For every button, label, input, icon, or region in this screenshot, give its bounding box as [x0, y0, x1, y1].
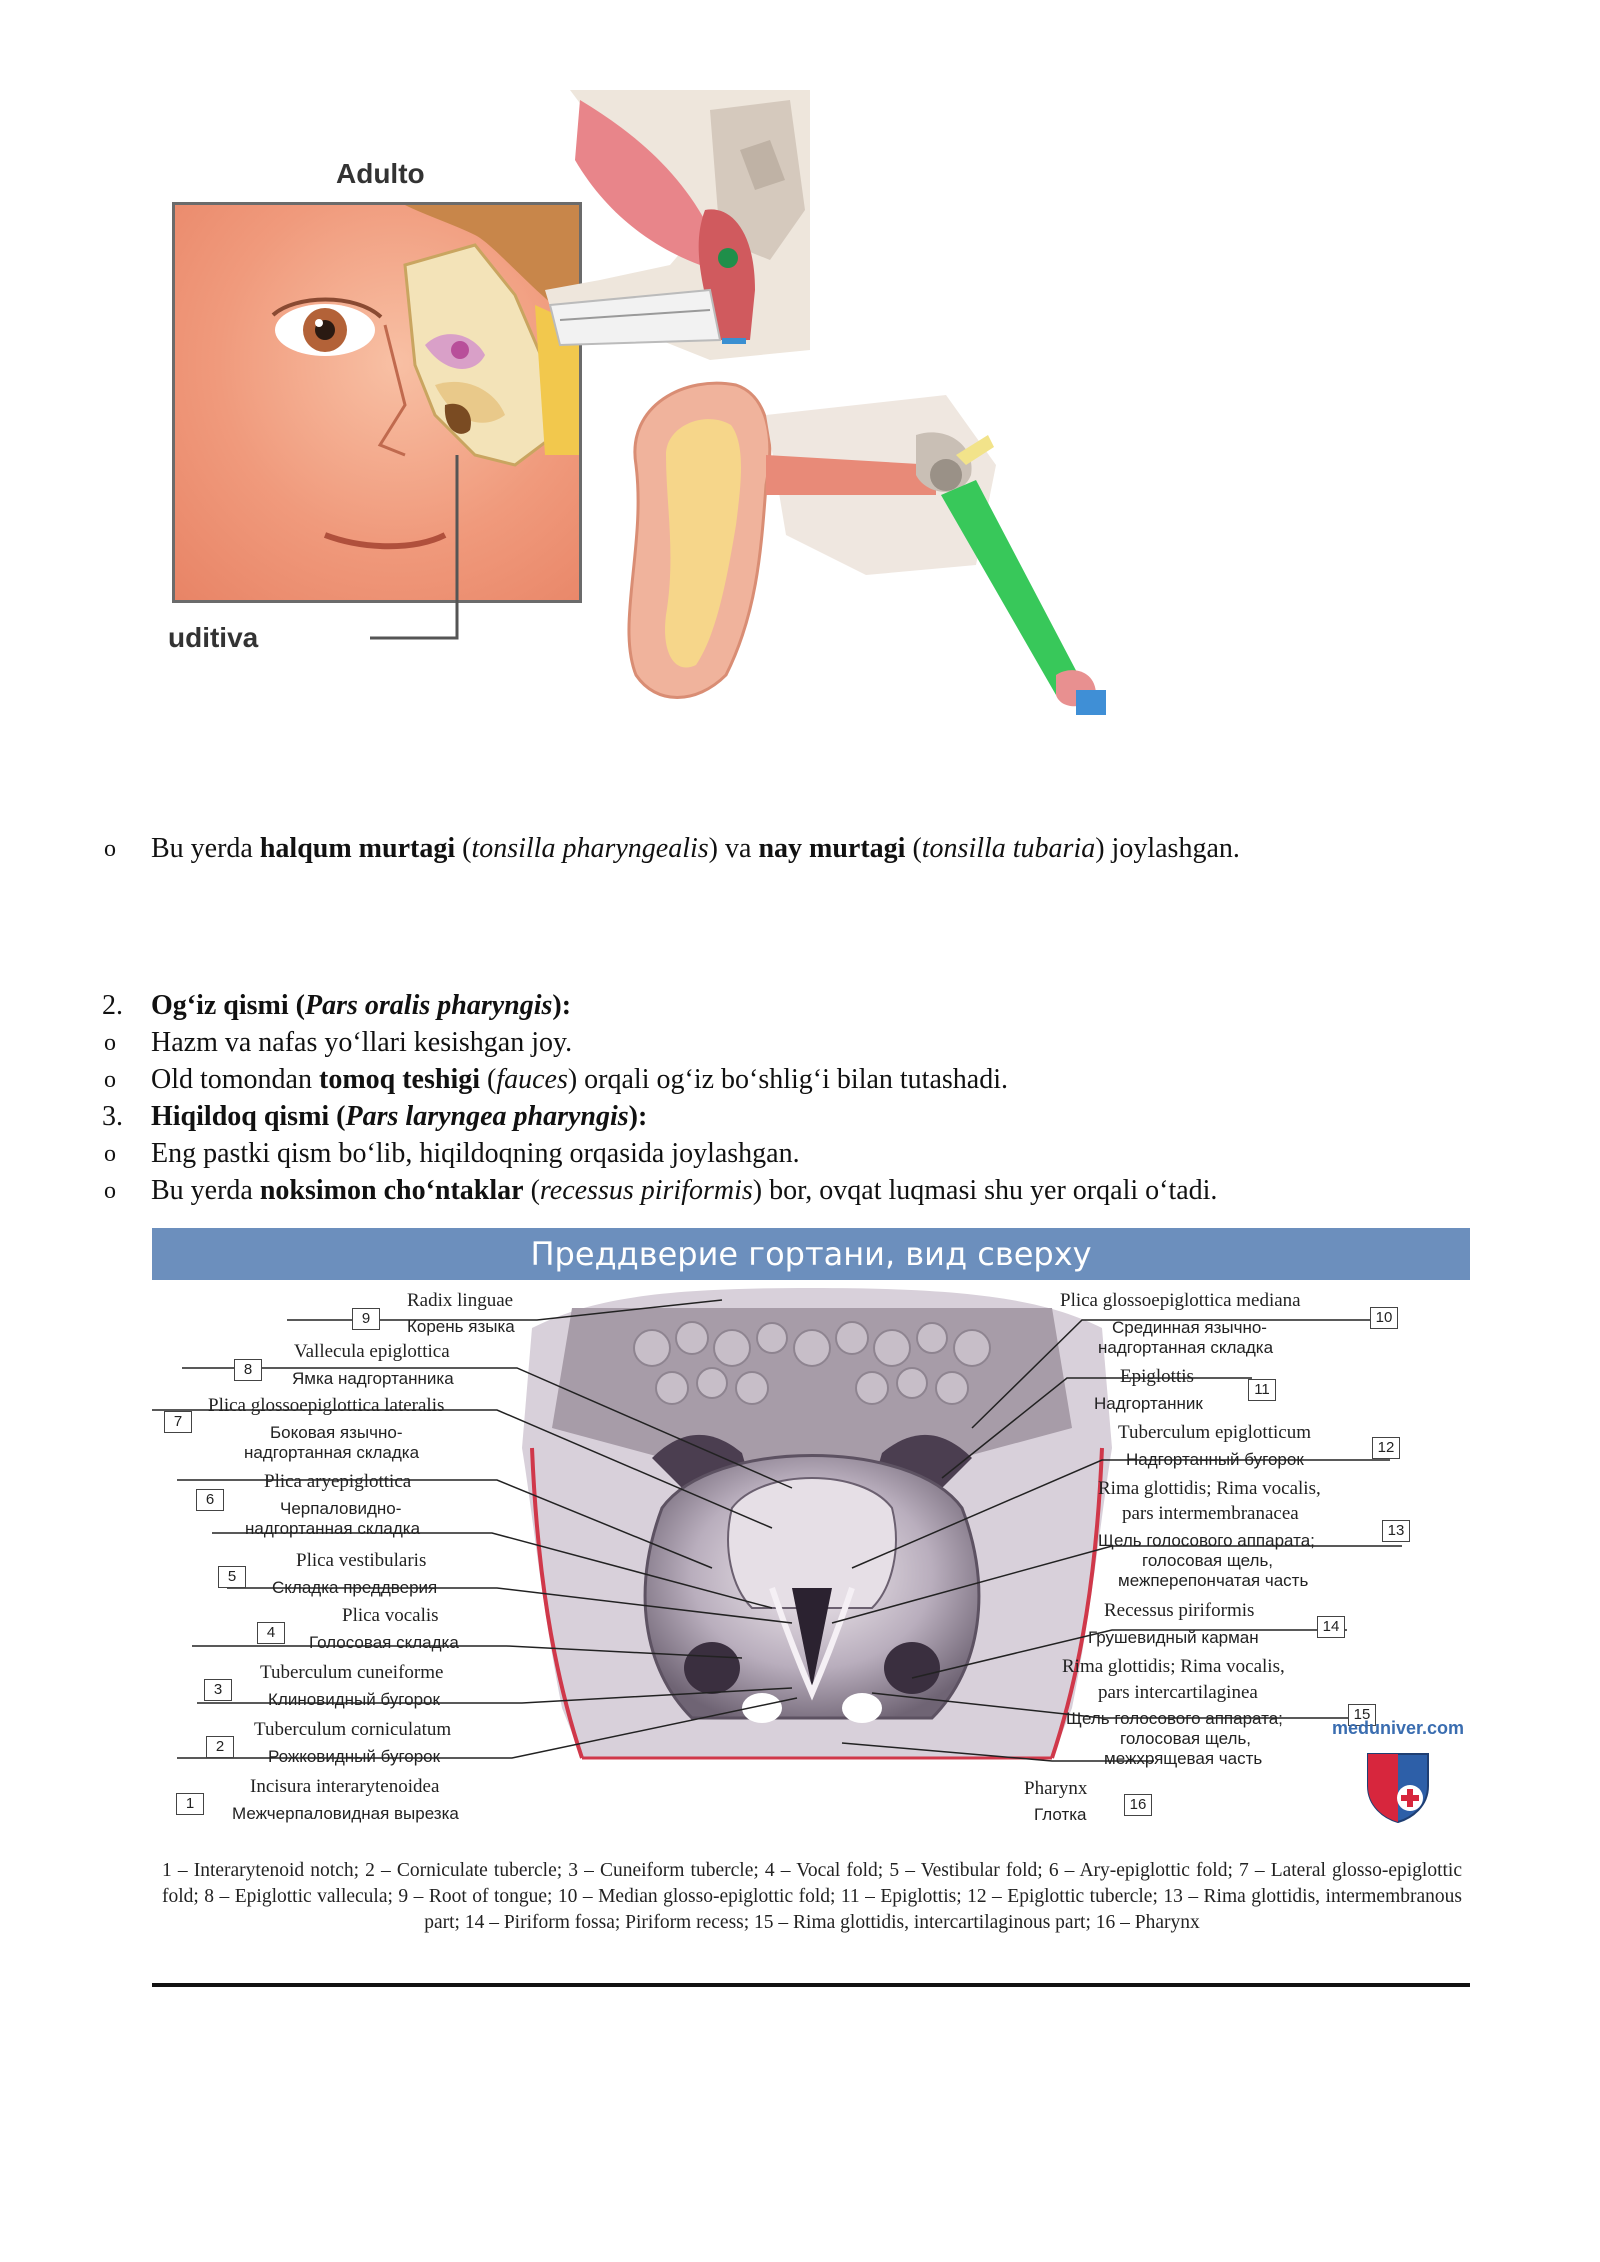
bullet-glyph: o	[104, 1141, 116, 1167]
label-incisura-interarytenoidea: Incisura interarytenoidea	[250, 1776, 440, 1797]
label-ru: Срединная язычно-	[1112, 1318, 1267, 1337]
label-tuberculum-epiglotticum: Tuberculum epiglotticum	[1118, 1422, 1311, 1443]
larynx-vestibule-figure	[152, 1228, 1470, 1988]
label-ru: Надгортанник	[1094, 1394, 1203, 1413]
heading-text: Og‘iz qismi (	[151, 990, 305, 1021]
label-number-box: 15	[1348, 1704, 1376, 1726]
label-vallecula: Vallecula epiglottica	[294, 1341, 450, 1362]
label-number-box: 14	[1317, 1616, 1345, 1638]
label-ru: Голосовая складка	[309, 1633, 459, 1652]
label-number-box: 11	[1248, 1379, 1276, 1401]
label-number-box: 16	[1124, 1794, 1152, 1816]
text-run: Bu yerda	[151, 1175, 260, 1206]
label-number-box: 6	[196, 1489, 224, 1511]
label-number-box: 7	[164, 1411, 192, 1433]
label-ru: голосовая щель,	[1142, 1551, 1274, 1570]
face-illustration-art	[175, 205, 579, 600]
text-run: Bu yerda	[151, 833, 260, 864]
callout-leader-line	[310, 590, 470, 660]
watermark-text: meduniver.com	[1332, 1718, 1465, 1738]
label-ru: Складка преддверия	[272, 1578, 438, 1597]
bullet-glyph: o	[104, 836, 116, 862]
figure-banner-title: Преддверие гортани, вид сверху	[530, 1235, 1092, 1273]
label-latin-line2: pars intercartilaginea	[1098, 1682, 1258, 1703]
label-ru: Ямка надгортанника	[292, 1369, 454, 1388]
label-number-box: 2	[206, 1736, 234, 1758]
label-number-box: 3	[204, 1679, 232, 1701]
latin-term: recessus piriformis	[539, 1175, 753, 1206]
bullet-glyph: o	[104, 1030, 116, 1056]
bullet-glyph: o	[104, 1067, 116, 1093]
label-radix-linguae: Radix linguae	[407, 1290, 514, 1311]
label-plica-aryepiglottica: Plica aryepiglottica	[264, 1471, 412, 1492]
heading-text: ):	[628, 1101, 648, 1132]
label-plica-vestibularis: Plica vestibularis	[296, 1550, 427, 1571]
face-sagittal-illustration	[172, 202, 582, 603]
label-ru: Надгортанный бугорок	[1126, 1450, 1304, 1469]
label-number-box: 9	[352, 1308, 380, 1330]
latin-term: fauces	[496, 1064, 568, 1095]
label-number-box: 10	[1370, 1307, 1398, 1329]
label-ru: Грушевидный карман	[1088, 1628, 1259, 1647]
label-ru: Корень языка	[407, 1317, 515, 1336]
label-ru: надгортанная складка	[245, 1519, 421, 1538]
top-anatomy-figure	[150, 90, 1110, 715]
heading-number-2: 2.	[102, 990, 123, 1021]
label-plica-glossoepiglottica-lateralis: Plica glossoepiglottica lateralis	[208, 1395, 445, 1416]
latin-term: tonsilla pharyngealis	[471, 833, 709, 864]
label-ru: Щель голосового аппарата;	[1066, 1709, 1283, 1728]
term-tomoq-teshigi: tomoq teshigi	[319, 1064, 480, 1095]
face-panel-title: Adulto	[336, 158, 425, 189]
text-run: ) joylashgan.	[1095, 833, 1240, 864]
bullet-tonsils	[151, 832, 1240, 866]
heading-number-3: 3.	[102, 1101, 123, 1132]
ear-illustration	[616, 375, 1116, 715]
bottom-rule	[152, 1983, 1470, 1987]
latin-term: tonsilla tubaria	[921, 833, 1096, 864]
text-run: ) va	[708, 833, 759, 864]
text-run: Old tomondan	[151, 1064, 319, 1095]
nasal-cavity-illustration	[540, 90, 1080, 360]
label-recessus-piriformis: Recessus piriformis	[1104, 1600, 1255, 1621]
heading-text: ):	[552, 990, 572, 1021]
heading-latin: Pars laryngea pharyngis	[345, 1101, 629, 1132]
heading-oral-part	[151, 989, 571, 1023]
label-number-box: 13	[1382, 1520, 1410, 1542]
label-number-box: 5	[218, 1566, 246, 1588]
label-ru: Глотка	[1034, 1805, 1087, 1824]
text-run: (	[455, 833, 472, 864]
text-run: (	[523, 1175, 540, 1206]
label-pharynx: Pharynx	[1024, 1778, 1088, 1799]
bullet-crossing: Hazm va nafas yo‘llari kesishgan joy.	[151, 1027, 573, 1058]
label-ru: Рожковидный бугорок	[268, 1747, 441, 1766]
label-ru: надгортанная складка	[244, 1443, 420, 1462]
label-number-box: 4	[257, 1622, 285, 1644]
term-halqum-murtagi: halqum murtagi	[259, 833, 456, 864]
label-ru: надгортанная складка	[1098, 1338, 1274, 1357]
figure-caption: 1 – Interarytenoid notch; 2 – Corniculate tubercle; 3 – Cuneiform tubercle; 4 – Vocal fold; 5 – Vestibular fold; 6 – Ary-epiglottic fold; 7 – Lateral glosso-epiglottic fold; 8 – Epiglottic vallecula; 9 – Root of tongue; 10 – Median glosso-epiglottic fold; 11 – Epiglottis; 12 – Epiglottic tubercle; 13 – Rima glottidis, intermembranous part; 14 – Piriform fossa; Piriform recess; 15 – Rima glottidis, intercartilaginous part; 16 – Pharynx	[162, 1860, 1462, 1933]
heading-latin: Pars oralis pharyngis	[305, 990, 553, 1021]
label-ru: голосовая щель,	[1120, 1729, 1252, 1748]
term-nay-murtagi: nay murtagi	[758, 833, 906, 864]
label-tuberculum-cuneiforme: Tuberculum cuneiforme	[260, 1662, 444, 1683]
label-ru: межхрящевая часть	[1104, 1749, 1263, 1768]
label-rima-glottidis-intercartilaginea: Rima glottidis; Rima vocalis,	[1062, 1656, 1285, 1677]
label-ru: Черпаловидно-	[280, 1499, 402, 1518]
text-run: ) orqali og‘iz bo‘shlig‘i bilan tutashadi.	[567, 1064, 1008, 1095]
label-ru: Клиновидный бугорок	[268, 1690, 440, 1709]
text-run: (	[480, 1064, 497, 1095]
label-number-box: 1	[176, 1793, 204, 1815]
label-epiglottis: Epiglottis	[1120, 1366, 1194, 1387]
label-number-box: 8	[234, 1359, 262, 1381]
label-number-box: 12	[1372, 1437, 1400, 1459]
label-ru: Боковая язычно-	[270, 1423, 403, 1442]
heading-laryngeal-part	[151, 1100, 647, 1134]
text-run: (	[905, 833, 922, 864]
text-run: ) bor, ovqat luqmasi shu yer orqali o‘tadi.	[752, 1175, 1218, 1206]
label-tuberculum-corniculatum: Tuberculum corniculatum	[254, 1719, 452, 1740]
bullet-fauces	[151, 1063, 1008, 1097]
term-noksimon: noksimon cho‘ntaklar	[259, 1175, 524, 1206]
bullet-glyph: o	[104, 1178, 116, 1204]
label-plica-glossoepiglottica-mediana: Plica glossoepiglottica mediana	[1060, 1290, 1301, 1311]
meduniver-logo	[1362, 1748, 1434, 1824]
label-plica-vocalis: Plica vocalis	[342, 1605, 439, 1626]
label-rima-glottidis-intermembranacea: Rima glottidis; Rima vocalis,	[1098, 1478, 1321, 1499]
label-ru: межперепончатая часть	[1118, 1571, 1309, 1590]
bullet-piriform	[151, 1174, 1217, 1208]
bullet-lowest-part: Eng pastki qism bo‘lib, hiqildoqning orqasida joylashgan.	[151, 1138, 800, 1169]
label-ru: Межчерпаловидная вырезка	[232, 1804, 459, 1823]
label-latin-line2: pars intermembranacea	[1122, 1503, 1299, 1524]
label-ru: Щель голосового аппарата;	[1098, 1531, 1315, 1550]
auditiva-callout: uditiva	[168, 622, 259, 653]
heading-text: Hiqildoq qismi (	[151, 1101, 346, 1132]
